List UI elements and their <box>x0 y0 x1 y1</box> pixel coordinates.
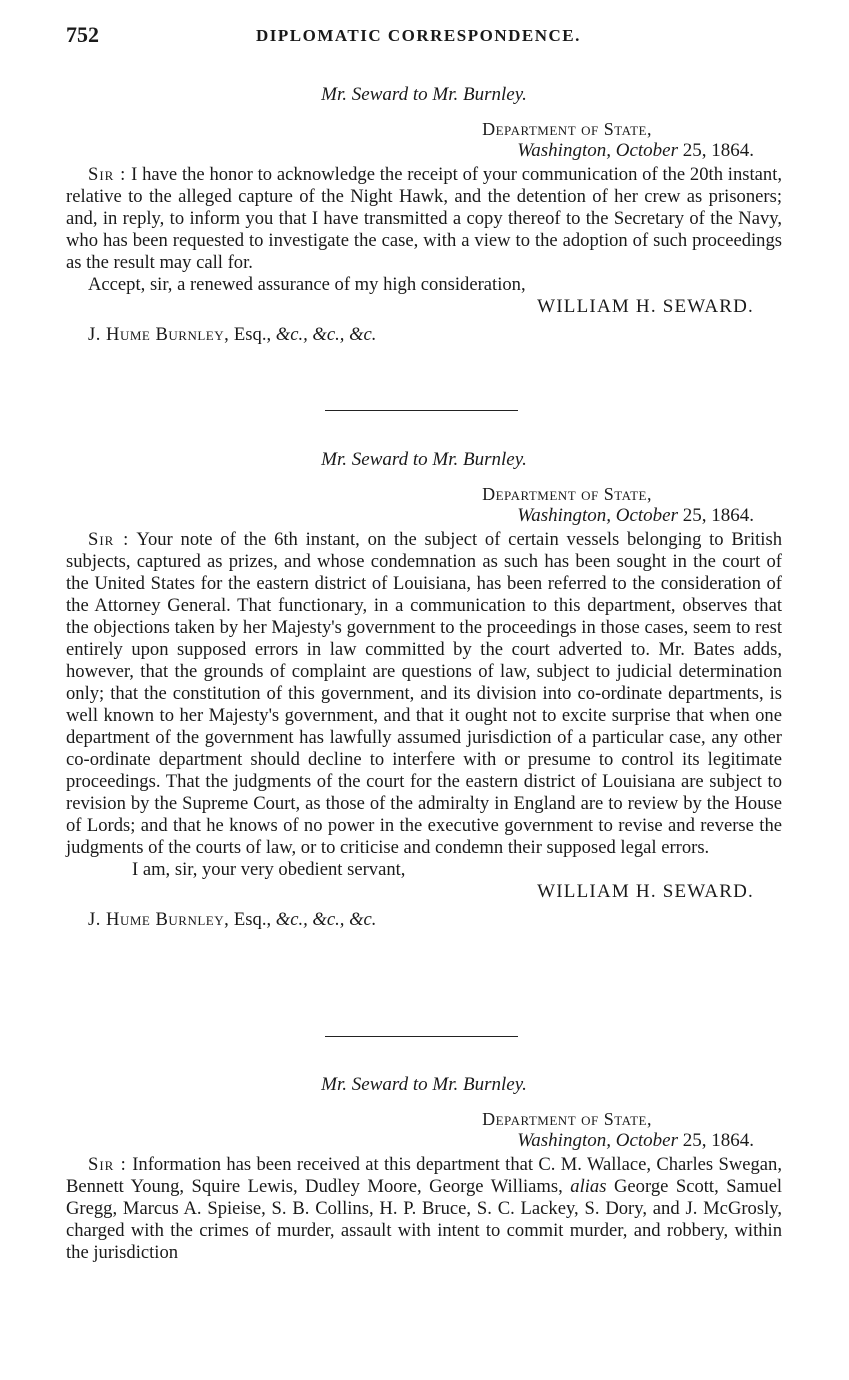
salutation: Sir : <box>88 164 127 185</box>
department-line: Department of State, <box>482 1109 652 1129</box>
addressee-etc: &c., &c., &c. <box>275 909 377 930</box>
addressee <box>66 909 782 931</box>
section-divider <box>325 410 518 411</box>
department-line: Department of State, <box>482 119 652 139</box>
header-title: DIPLOMATIC CORRESPONDENCE. <box>256 26 581 45</box>
letter-body <box>66 164 782 274</box>
dateline-place: Washington, <box>517 505 611 526</box>
dateline <box>66 505 782 527</box>
letter-2 <box>66 449 782 931</box>
salutation: Sir : <box>88 529 130 550</box>
dateline-date: 25, 1864. <box>682 505 754 526</box>
addressee <box>66 324 782 346</box>
body-paragraph-end: George Scott, Samuel Gregg, Marcus A. Spieise, S. B. Collins, H. P. Bruce, S. C. Lackey, S. Dory, and J. McGrosly, charged with the crimes of murder, assault with intent to commit murder, and robbery, within the jurisdiction <box>66 1176 783 1263</box>
addressee-esq: Esq., <box>233 324 272 345</box>
letter-heading: Mr. Seward to Mr. Burnley. <box>321 1074 527 1095</box>
letter-heading: Mr. Seward to Mr. Burnley. <box>321 449 527 470</box>
dateline-month: October <box>615 140 678 161</box>
body-paragraph-start: Information has been received at this department that C. M. Wallace, Charles Swegan, Bennett Young, Squire Lewis, Dudley Moore, George Williams, <box>66 1154 782 1197</box>
department-line: Department of State, <box>482 484 652 504</box>
signature: WILLIAM H. SEWARD. <box>537 296 754 317</box>
dateline-place: Washington, <box>517 140 611 161</box>
letter-body <box>66 529 782 859</box>
letter-body <box>66 1154 782 1264</box>
addressee-name: J. Hume Burnley, <box>88 909 230 930</box>
letter-3 <box>66 1074 782 1264</box>
letter-1 <box>66 84 782 346</box>
salutation: Sir : <box>88 1154 127 1175</box>
closing-line: Accept, sir, a renewed assurance of my high consideration, <box>88 274 526 295</box>
dateline-date: 25, 1864. <box>682 1130 754 1151</box>
closing-line: I am, sir, your very obedient servant, <box>132 859 406 880</box>
dateline-place: Washington, <box>517 1130 611 1151</box>
alias-word: alias <box>570 1176 607 1197</box>
dateline-month: October <box>615 1130 678 1151</box>
page-number: 752 <box>66 22 99 47</box>
letter-heading: Mr. Seward to Mr. Burnley. <box>321 84 527 105</box>
dateline <box>66 1130 782 1152</box>
dateline-month: October <box>615 505 678 526</box>
section-divider <box>325 1036 518 1037</box>
addressee-esq: Esq., <box>233 909 272 930</box>
body-paragraph: Your note of the 6th instant, on the subject of certain vessels belonging to British subjects, captured as prizes, and whose condemnation as such has been sought in the court of the United States for the eastern district of Louisiana, has been referred to the consideration of the Attorney General. That functionary, in a communication to this department, observes that the objections taken by her Majesty's government to the proceedings in those cases, seem to rest entirely upon supposed errors in law committed by the court adverted to. Mr. Bates adds, however, that the grounds of complaint are questions of law, subject to judicial determination only; that the constitution of this government, and its division into co-ordinate departments, is well known to her Majesty's government, and that it ought not to excite surprise that when one department of the government has lawfully assumed jurisdiction of a particular case, any other co-ordinate department should decline to interfere with or presume to control its legitimate proceedings. That the judgments of the court for the eastern district of Louisiana are subject to revision by the Supreme Court, as those of the admiralty in England are to review by the House of Lords; and that he knows of no power in the executive government to revise and reverse the judgments of the courts of law, or to criticise and condemn their supposed legal errors. <box>66 529 783 858</box>
addressee-etc: &c., &c., &c. <box>275 324 377 345</box>
running-header <box>66 22 786 52</box>
addressee-name: J. Hume Burnley, <box>88 324 230 345</box>
dateline-date: 25, 1864. <box>682 140 754 161</box>
dateline <box>66 140 782 162</box>
signature: WILLIAM H. SEWARD. <box>537 881 754 902</box>
body-paragraph: I have the honor to acknowledge the receipt of your communication of the 20th instant, relative to the alleged capture of the Night Hawk, and the detention of her crew as prisoners; and, in reply, to inform you that I have transmitted a copy thereof to the Secretary of the Navy, who has been requested to investigate the case, with a view to the adoption of such proceedings as the result may call for. <box>66 164 783 273</box>
